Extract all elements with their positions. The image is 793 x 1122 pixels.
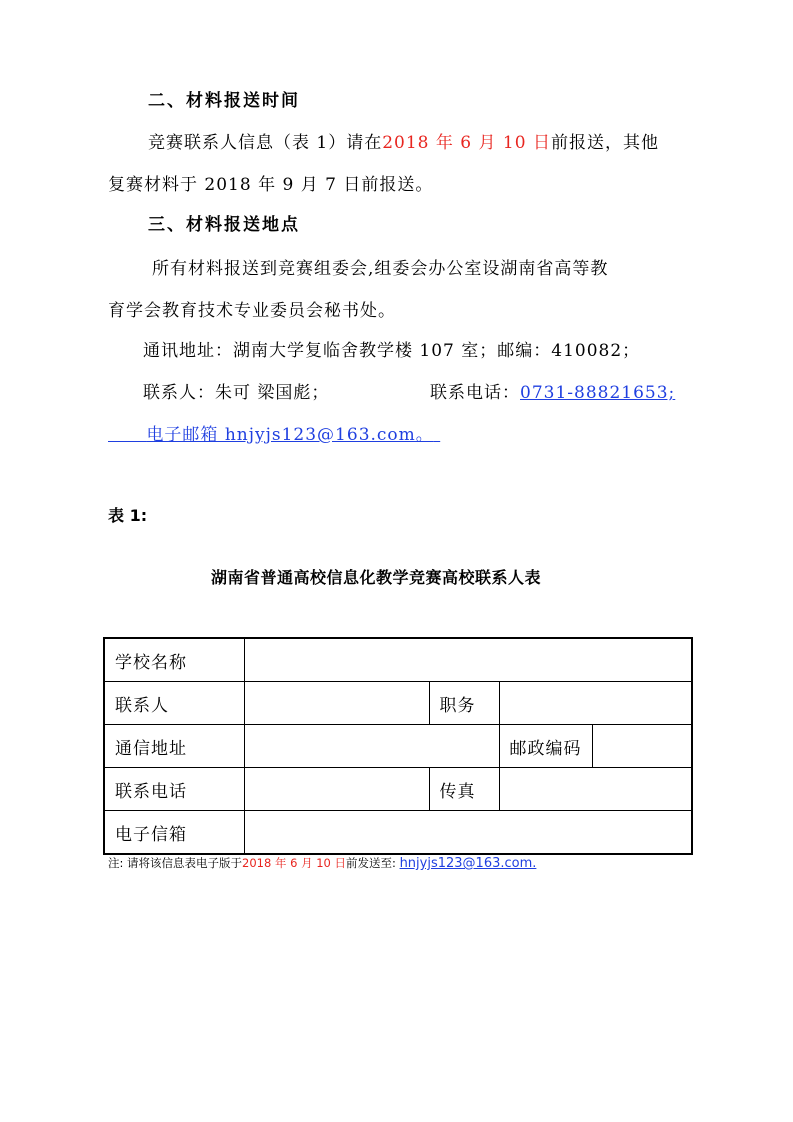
table-row [104, 638, 692, 682]
school-name-field[interactable] [244, 638, 692, 682]
phone-link[interactable]: 0731-88821653; [520, 383, 676, 403]
postal-code-field[interactable] [592, 725, 692, 768]
section-heading-submission-place: 三、材料报送地点 [148, 215, 300, 235]
position-field[interactable] [499, 682, 692, 725]
deadline-date: 2018 年 6 月 10 日 [382, 133, 551, 153]
email-field[interactable] [244, 811, 692, 855]
text-run: 前报送，其他 [550, 133, 659, 153]
table-row [104, 725, 692, 768]
mailing-address-field[interactable] [244, 725, 499, 768]
email-label: 电子信箱 [104, 811, 244, 855]
contact-person-line: 联系人：朱可 梁国彪； [143, 383, 330, 403]
phone-field[interactable] [244, 768, 429, 811]
school-name-label: 学校名称 [104, 638, 244, 682]
address-line: 通讯地址：湖南大学复临舍教学楼 107 室；邮编：410082； [143, 341, 641, 361]
fax-label: 传真 [429, 768, 499, 811]
mailing-address-label: 通信地址 [104, 725, 244, 768]
paragraph-line: 复赛材料于 2018 年 9 月 7 日前报送。 [108, 175, 434, 195]
contact-person-label: 联系人 [104, 682, 244, 725]
contact-form-table [103, 637, 693, 855]
email-link[interactable] [108, 425, 440, 445]
phone-line [430, 378, 675, 403]
table-label: 表 1: [108, 506, 148, 525]
section-heading-submission-time: 二、材料报送时间 [148, 91, 300, 111]
phone-label: 联系电话 [104, 768, 244, 811]
paragraph-line: 所有材料报送到竞赛组委会,组委会办公室设湖南省高等教 [152, 259, 609, 279]
table-title: 湖南省普通高校信息化教学竞赛高校联系人表 [211, 568, 542, 587]
note-text: 注: 请将该信息表电子版于 [108, 856, 243, 870]
table-note [108, 855, 536, 871]
note-date: 2018 年 6 月 10 日 [242, 856, 347, 870]
email-line[interactable] [108, 420, 440, 445]
text-run: 竞赛联系人信息（表 1）请在 [148, 133, 383, 153]
note-email-link[interactable]: hnjyjs123@163.com. [399, 856, 537, 871]
paragraph-line [148, 128, 659, 153]
table-row [104, 811, 692, 855]
position-label: 职务 [429, 682, 499, 725]
table-row [104, 768, 692, 811]
table-row [104, 682, 692, 725]
fax-field[interactable] [499, 768, 692, 811]
phone-label: 联系电话： [430, 383, 520, 403]
note-text: 前发送至: [346, 856, 396, 870]
postal-code-label: 邮政编码 [499, 725, 592, 768]
contact-person-field[interactable] [244, 682, 429, 725]
paragraph-line: 育学会教育技术专业委员会秘书处。 [108, 301, 396, 321]
email-link-text[interactable]: 电子邮箱 hnjyjs123@163.com。 [146, 425, 434, 445]
